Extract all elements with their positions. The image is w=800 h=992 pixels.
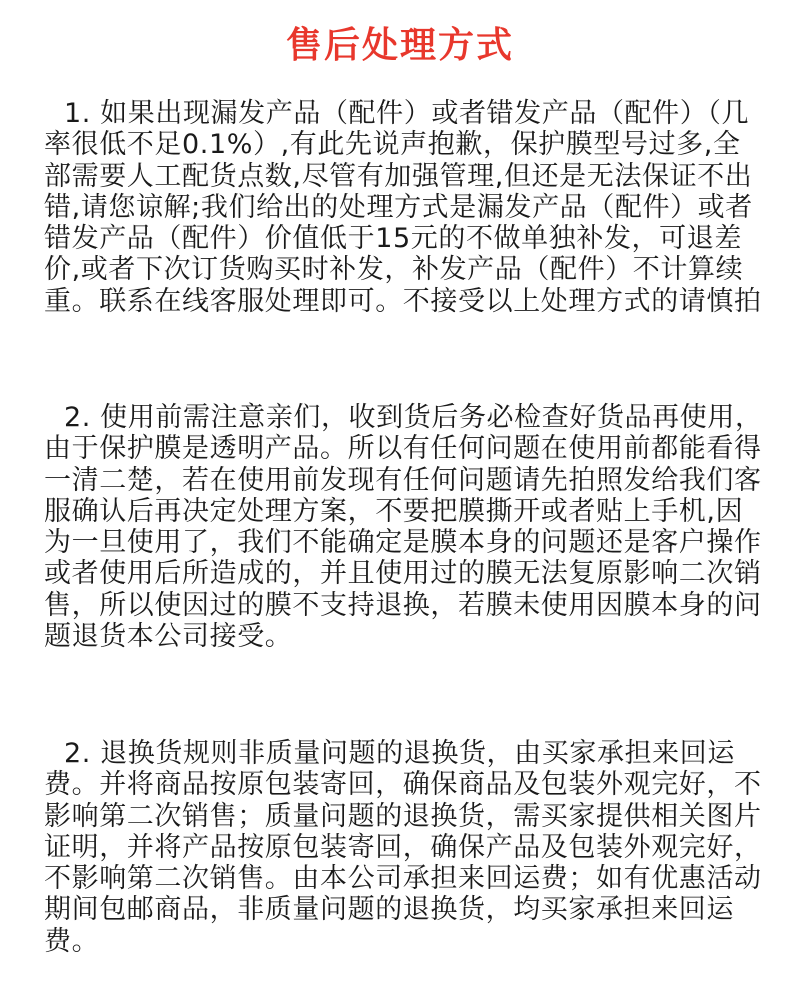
policy-paragraph-usage-notice: 2. 使用前需注意亲们，收到货后务必检查好货品再使用，由于保护膜是透明产品。所以有任何问题在使用前都能看得一清二楚，若在使用前发现有任何问题请先拍照发给我们客服确认后再决定处理方案，不要把膜撕开或者贴上手机,因为一旦使用了，我们不能确定是膜本身的问题还是客户操作或者使用后所造成的，并且使用过的膜无法复原影响二次销售，所以使因过的膜不支持退换，若膜未使用因膜本身的问题退货本公司接受。 [44,402,763,653]
policy-paragraph-missing-items: 1. 如果出现漏发产品（配件）或者错发产品（配件）（几率很低不足0.1%）,有此先说声抱歉，保护膜型号过多,全部需要人工配货点数,尽管有加强管理,但还是无法保证不出错,请您谅解;我们给出的处理方式是漏发产品（配件）或者错发产品（配件）价值低于15元的不做单独补发，可退差价,或者下次订货购买时补发，补发产品（配件）不计算续重。联系在线客服处理即可。不接受以上处理方式的请慎拍 [44,98,762,317]
page-title: 售后处理方式 [285,25,514,66]
policy-paragraph-return-rules: 2. 退换货规则非质量问题的退换货，由买家承担来回运费。并将商品按原包装寄回，确保商品及包装外观完好，不影响第二次销售；质量问题的退换货，需买家提供相关图片证明，并将产品按原包装寄回，确保产品及包装外观完好，不影响第二次销售。由本公司承担来回运费；如有优惠活动期间包邮商品，非质量问题的退换货，均买家承担来回运费。 [44,738,762,957]
